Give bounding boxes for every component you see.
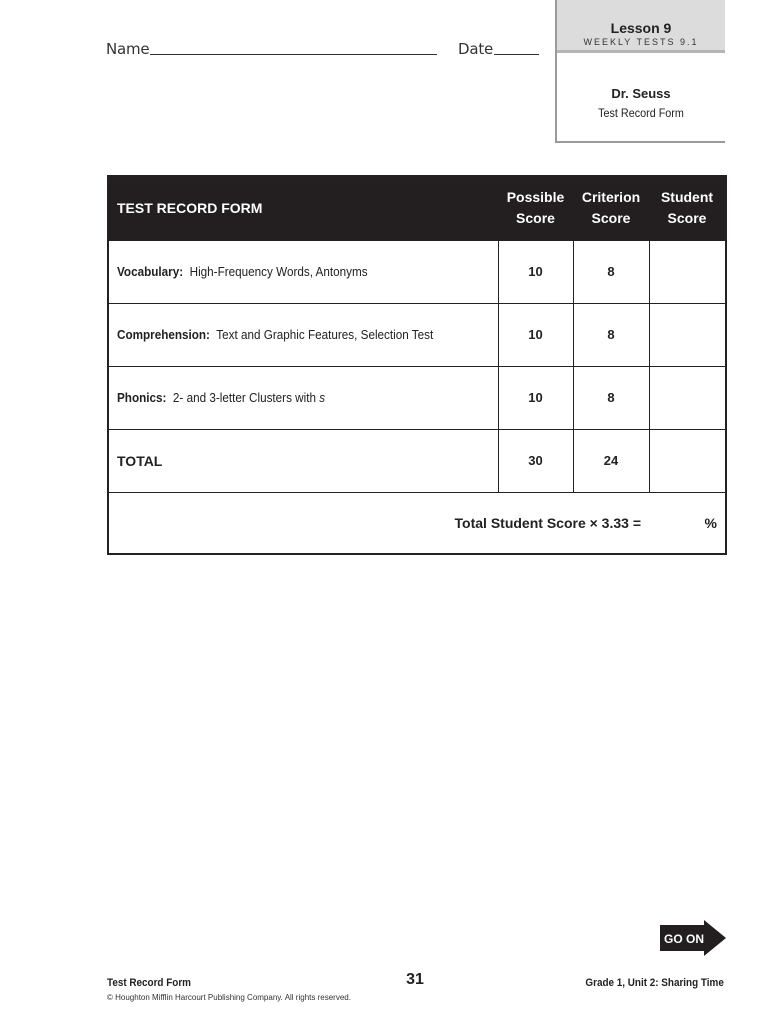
table-row [108, 240, 726, 303]
row-detail: 2- and 3-letter Clusters with [172, 390, 320, 405]
table-row [108, 366, 726, 429]
footer-left: Test Record Form [107, 977, 191, 989]
row-category: Vocabulary: [117, 264, 184, 279]
go-on-label: GO ON [663, 932, 705, 946]
lesson-title: Lesson 9 [610, 20, 672, 36]
row-category: Comprehension: [117, 327, 210, 342]
criterion-score-cell: 8 [573, 240, 649, 303]
row-label [108, 240, 498, 303]
criterion-score-cell: 8 [573, 303, 649, 366]
table-row [108, 303, 726, 366]
total-student-cell[interactable] [649, 429, 726, 492]
name-label: Name [106, 40, 150, 58]
row-detail: High-Frequency Words, Antonyms [189, 264, 368, 279]
column-header-line: Criterion [581, 189, 641, 206]
possible-score-cell: 10 [498, 366, 573, 429]
total-label: TOTAL [108, 429, 498, 492]
lesson-header [557, 0, 725, 53]
form-title: Test Record Form [598, 106, 684, 120]
percent-sign: % [704, 514, 717, 531]
row-label [108, 303, 498, 366]
column-header-line: Student [660, 189, 714, 206]
date-line[interactable] [494, 54, 539, 55]
formula-row [108, 492, 726, 554]
lesson-box [555, 0, 725, 143]
total-criterion-cell: 24 [573, 429, 649, 492]
name-line[interactable] [150, 54, 437, 55]
lesson-body [557, 53, 725, 124]
row-label [108, 366, 498, 429]
student-score-cell[interactable] [649, 240, 726, 303]
column-header-line: Score [591, 210, 631, 227]
total-row [108, 429, 726, 492]
total-possible-cell: 30 [498, 429, 573, 492]
column-header-line: Score [667, 210, 707, 227]
date-label: Date [458, 40, 494, 58]
column-header-line: Score [516, 210, 555, 227]
row-detail-italic: s [319, 390, 326, 405]
lesson-subtitle: WEEKLY TESTS 9.1 [583, 37, 699, 47]
table-heading: TEST RECORD FORM [108, 176, 498, 240]
formula-cell [108, 492, 726, 554]
page-number: 31 [406, 971, 424, 988]
column-header-possible [498, 176, 573, 240]
table-header-row [108, 176, 726, 240]
row-detail: Text and Graphic Features, Selection Test [216, 327, 434, 342]
column-header-student [649, 176, 726, 240]
student-score-cell[interactable] [649, 303, 726, 366]
go-on-arrow-icon [660, 920, 726, 956]
column-header-criterion [573, 176, 649, 240]
student-score-cell[interactable] [649, 366, 726, 429]
possible-score-cell: 10 [498, 240, 573, 303]
footer-right: Grade 1, Unit 2: Sharing Time [585, 977, 724, 989]
story-title: Dr. Seuss [611, 86, 671, 101]
row-category: Phonics: [117, 390, 167, 405]
copyright: © Houghton Mifflin Harcourt Publishing Company. All rights reserved. [107, 993, 351, 1002]
possible-score-cell: 10 [498, 303, 573, 366]
test-record-table [107, 175, 727, 555]
column-header-line: Possible [506, 189, 565, 206]
formula-text: Total Student Score × 3.33 = [454, 514, 641, 531]
criterion-score-cell: 8 [573, 366, 649, 429]
